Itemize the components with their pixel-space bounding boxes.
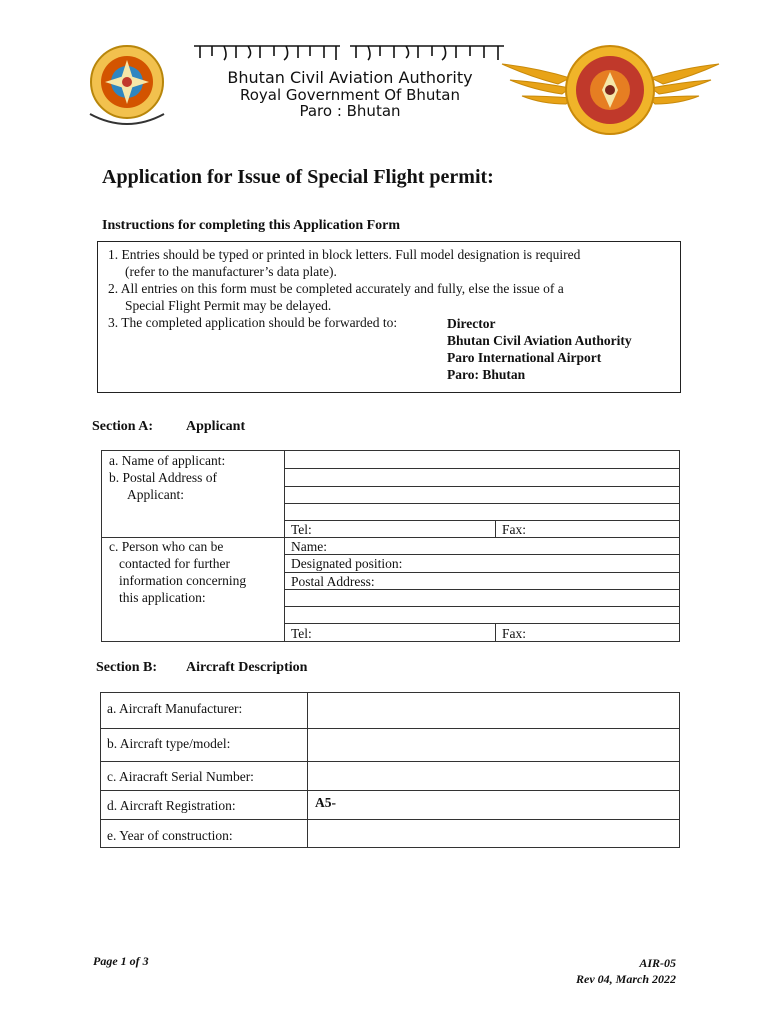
instruction-line: Special Flight Permit may be delayed.: [125, 298, 332, 313]
applicant-name-label: a. Name of applicant:: [109, 453, 226, 468]
instruction-line: 2. All entries on this form must be completed accurately and fully, else the issue of a: [108, 281, 564, 296]
postal-address-label: b. Postal Address of: [109, 470, 217, 485]
form-title: Application for Issue of Special Flight permit:: [102, 166, 494, 188]
forward-to-line: Bhutan Civil Aviation Authority: [447, 333, 632, 348]
aircraft-manufacturer-label: a. Aircraft Manufacturer:: [107, 701, 243, 716]
instruction-line: 1. Entries should be typed or printed in block letters. Full model designation is required: [108, 247, 581, 262]
organization-name: Bhutan Civil Aviation Authority: [227, 68, 473, 87]
aircraft-serial-label: c. Airacraft Serial Number:: [107, 769, 254, 784]
contact-person-label-cont: contacted for further: [119, 556, 230, 571]
instructions-box: [97, 241, 681, 393]
bcaa-wing-logo: [498, 40, 723, 140]
royal-emblem-logo: [82, 42, 172, 132]
organization-location: Paro : Bhutan: [299, 102, 401, 120]
contact-tel-field[interactable]: Tel:: [291, 626, 312, 641]
forward-to-line: Paro International Airport: [447, 350, 602, 365]
aircraft-registration-field[interactable]: A5-: [315, 795, 336, 810]
section-b-label: Section B:: [96, 660, 158, 675]
government-name: Royal Government Of Bhutan: [240, 86, 460, 104]
year-of-construction-label: e. Year of construction:: [107, 828, 233, 843]
aircraft-registration-label: d. Aircraft Registration:: [107, 798, 236, 813]
forward-to-line: Director: [447, 316, 496, 331]
postal-address-label-cont: Applicant:: [127, 487, 184, 502]
page-number: Page 1 of 3: [93, 954, 149, 968]
forward-to-line: Paro: Bhutan: [447, 367, 526, 382]
instructions-title: Instructions for completing this Application Form: [102, 218, 401, 233]
section-a-label: Section A:: [92, 419, 154, 434]
revision-date: Rev 04, March 2022: [576, 972, 676, 986]
applicant-fax-field[interactable]: Fax:: [502, 522, 527, 537]
contact-postal-field[interactable]: Postal Address:: [291, 574, 375, 589]
applicant-tel-field[interactable]: Tel:: [291, 522, 312, 537]
form-reference: [520, 955, 676, 987]
applicant-table: [101, 450, 680, 642]
section-b-title: Aircraft Description: [186, 660, 308, 675]
section-a-title: Applicant: [186, 419, 246, 434]
contact-person-label: c. Person who can be: [109, 539, 224, 554]
form-id: AIR-05: [639, 956, 676, 970]
contact-person-label-cont: information concerning: [119, 573, 247, 588]
contact-name-field[interactable]: Name:: [291, 539, 327, 554]
instruction-line: 3. The completed application should be forwarded to:: [108, 315, 398, 330]
contact-fax-field[interactable]: Fax:: [502, 626, 527, 641]
dzongkha-title: [190, 40, 510, 64]
contact-position-field[interactable]: Designated position:: [291, 556, 403, 571]
contact-person-label-cont: this application:: [119, 590, 206, 605]
aircraft-description-table: [100, 692, 680, 848]
instruction-line: (refer to the manufacturer’s data plate).: [125, 264, 337, 279]
aircraft-type-label: b. Aircraft type/model:: [107, 736, 231, 751]
